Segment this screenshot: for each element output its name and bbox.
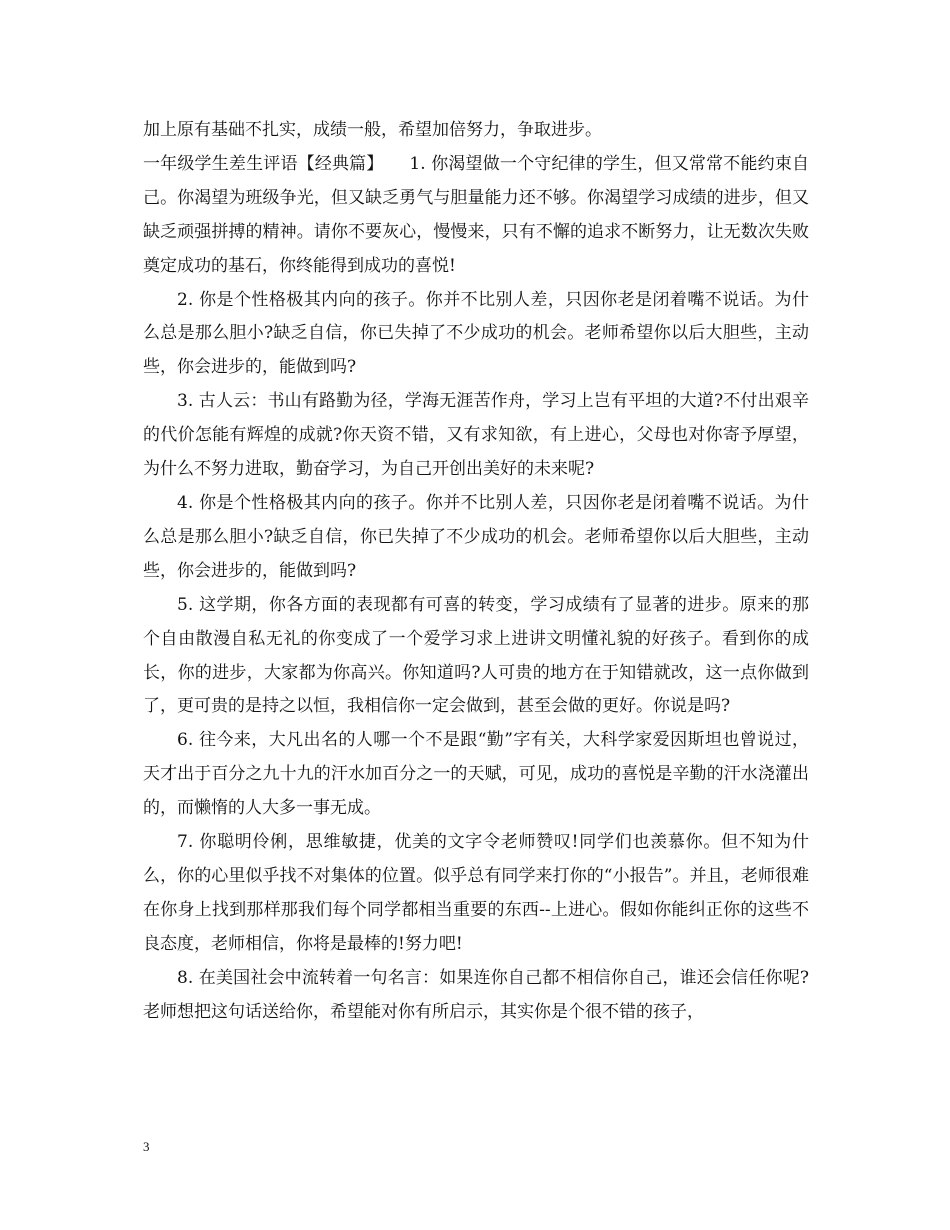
paragraph-1: 加上原有基础不扎实，成绩一般，希望加倍努力，争取进步。 (143, 120, 602, 140)
paragraph-9: 8. 在美国社会中流转着一句名言：如果连你自己都不相信你自己，谁还会信任你呢?老师想把这句话送给你，希望能对你有所启示，其实你是个很不错的孩子， (143, 967, 809, 1022)
paragraph-3: 2. 你是个性格极其内向的孩子。你并不比别人差，只因你老是闭着嘴不说话。为什么总是那么胆小?缺乏自信，你已失掉了不少成功的机会。老师希望你以后大胆些，主动些，你会进步的，能做到吗? (143, 289, 809, 378)
text-body (143, 114, 809, 1029)
paragraph-4: 3. 古人云：书山有路勤为径，学海无涯苦作舟，学习上岂有平坦的大道?不付出艰辛的代价怎能有辉煌的成就?你天资不错，又有求知欲，有上进心，父母也对你寄予厚望，为什么不努力进取，勤奋学习，为自己开创出美好的未来呢? (143, 391, 809, 480)
paragraph-7: 6. 往今来，大凡出名的人哪一个不是跟“勤”字有关，大科学家爱因斯坦也曾说过，天才出于百分之九十九的汗水加百分之一的天赋，可见，成功的喜悦是辛勤的汗水浇灌出的，而懒惰的人大多一事无成。 (143, 730, 809, 819)
paragraph-5: 4. 你是个性格极其内向的孩子。你并不比别人差，只因你老是闭着嘴不说话。为什么总是那么胆小?缺乏自信，你已失掉了不少成功的机会。老师希望你以后大胆些，主动些，你会进步的，能做到吗? (143, 492, 809, 581)
paragraph-2: 一年级学生差生评语【经典篇】 1. 你渴望做一个守纪律的学生，但又常常不能约束自己。你渴望为班级争光，但又缺乏勇气与胆量能力还不够。你渴望学习成绩的进步，但又缺乏顽强拼搏的精神。请你不要灰心，慢慢来，只有不懈的追求不断努力，让无数次失败奠定成功的基石，你终能得到成功的喜悦! (143, 153, 809, 276)
paragraph-8: 7. 你聪明伶俐，思维敏捷，优美的文字令老师赞叹!同学们也羡慕你。但不知为什么，你的心里似乎找不对集体的位置。似乎总有同学来打你的“小报告”。并且，老师很难在你身上找到那样那我们每个同学都相当重要的东西--上进心。假如你能纠正你的这些不良态度，老师相信，你将是最棒的!努力吧! (143, 832, 809, 954)
page-number: 3 (143, 1139, 150, 1154)
paragraph-6: 5. 这学期，你各方面的表现都有可喜的转变，学习成绩有了显著的进步。原来的那个自由散漫自私无礼的你变成了一个爱学习求上进讲文明懂礼貌的好孩子。看到你的成长，你的进步，大家都为你高兴。你知道吗?人可贵的地方在于知错就改，这一点你做到了，更可贵的是持之以恒，我相信你一定会做到，甚至会做的更好。你说是吗? (143, 594, 809, 717)
